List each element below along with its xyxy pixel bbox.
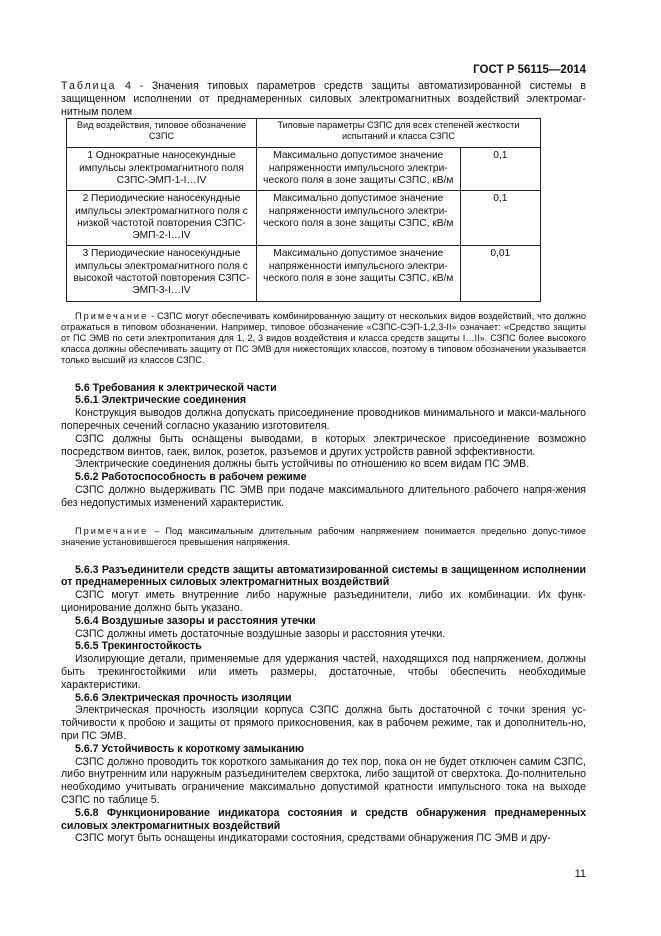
table-cell-type: 2 Периодические наносекундные импульсы электромагнитного поля с низкой частотой повторения СЗПС-ЭМП-2-I…IV [67,191,257,246]
section-5-6-4-title: 5.6.4 Воздушные зазоры и расстояния утечки [75,614,316,627]
paragraph: СЗПС могут иметь внутренние либо наружные разъединители, либо их комбинации. Их функ-ционирование должно быть указано. [61,589,586,615]
paragraph: СЗПС могут быть оснащены индикаторами состояния, средствами обнаружения ПС ЭМВ и дру- [75,832,551,845]
section-note [61,526,586,548]
section-5-6-6-title: 5.6.6 Электрическая прочность изоляции [75,691,292,704]
section-5-6-7-title: 5.6.7 Устойчивость к короткому замыканию [75,742,305,755]
page-number: 11 [574,868,586,880]
note-label: Примечание [75,525,149,536]
table-cell-value: 0,1 [460,148,540,191]
paragraph: Электрическая прочность изоляции корпуса СЗПС должна быть достаточной с точки зрения ус-тойчивости к пробою и защиты от прямого прикосновения, как в рабочем режиме, так и дополнитель-но, при ПС ЭМВ. [61,704,586,742]
note-text: - СЗПС могут обеспечивать комбинированную защиту от нескольких видов воздействий, что должно отражаться в типовом обозначении. Например, типовое обозначение «СЗПС-СЭП-1,2,3-II» означает: «Средство защиты от ПС ЭМВ по сети электропитания для 1, 2, 3 видов воздействия и класса средств защиты I…II». СЗПС более высокого класса должны обеспечивать защиту от ПС ЭМВ для нижестоящих классов, поэтому в типовом обозначении указывается только высший из классов СЗПС. [61,310,586,365]
paragraph: Конструкция выводов должна допускать присоединение проводников минимального и макси-мального поперечных сечений согласно указанию изготовителя. [61,407,586,433]
document-header: ГОСТ Р 56115—2014 [473,64,586,76]
note-text: – Под максимальным длительным рабочим напряжением понимается предельно допус-тимое значение установившегося превышения напряжения. [61,525,586,547]
paragraph: Изолирующие детали, применяемые для удержания частей, находящихся под напряжением, должны быть трекингостойкими или иметь размеры, достаточные, чтобы обеспечить необходимые характеристики. [61,653,586,691]
parameters-table [66,118,541,301]
table-cell-type: 1 Однократные наносекундные импульсы электромагнитного поля СЗПС-ЭМП-1-I…IV [67,148,257,191]
note-label: Примечание [75,310,149,321]
section-5-6-3-title: 5.6.3 Разъединители средств защиты автоматизированной системы в защищенном исполнении от преднамеренных силовых электромагнитных воздействий [61,563,586,589]
paragraph: СЗПС должно проводить ток короткого замыкания до тех пор, пока он не будет отключен самим СЗПС, либо внутренним или наружным разъединителем сверхтока, либо защитой от сверхтока. До-полнительно необходимо учитывать ограничение максимально допустимой кратности импульсного тока на выходе СЗПС по таблице 5. [61,755,586,806]
section-5-6-8-title: 5.6.8 Функционирование индикатора состояния и средств обнаружения преднамеренных силовых электромагнитных воздействий [61,806,586,832]
table-cell-param: Максимально допустимое значение напряженности импульсного электри-ческого поля в зоне защиты СЗПС, кВ/м [256,191,460,246]
table-cell-param: Максимально допустимое значение напряженности импульсного электри-ческого поля в зоне защиты СЗПС, кВ/м [256,148,460,191]
table-col1-header: Вид воздействия, типовое обозначение СЗПС [67,119,257,148]
table-row [67,246,541,301]
paragraph: СЗПС должно выдерживать ПС ЭМВ при подаче максимального длительного рабочего напря-жения без недопустимых изменений характеристик. [61,484,586,509]
table-cell-value: 0,01 [460,246,540,301]
table-caption-text: 4 - Значения типовых параметров средств защиты автоматизированной системы в защищенном исполнении от преднамеренных силовых электромагнитных воздействий электромаг-нитным полем [61,80,586,118]
section-5-6-5-title: 5.6.5 Трекингостойкость [75,640,202,653]
table-row [67,191,541,246]
paragraph: СЗПС должны быть оснащены выводами, в которых электрическое присоединение возможно посредством винтов, гаек, вилок, розеток, разъемов и других устройств равной эффективности. [61,432,586,458]
table-row [67,148,541,191]
section-5-6-1-title: 5.6.1 Электрические соединения [75,394,247,407]
paragraph: СЗПС должны иметь достаточные воздушные зазоры и расстояния утечки. [75,627,446,640]
section-5-6-2-title: 5.6.2 Работоспособность в рабочем режиме [75,471,307,484]
table-note [61,311,586,366]
page-content [61,80,586,845]
table-cell-value: 0,1 [460,191,540,246]
table-header-row [67,119,541,148]
table-cell-param: Максимально допустимое значение напряженности импульсного электри-ческого поля в зоне защиты СЗПС, кВ/м [256,246,460,301]
paragraph: Электрические соединения должны быть устойчивы по отношению ко всем видам ПС ЭМВ. [75,458,530,471]
table-caption-label: Таблица [61,80,117,92]
table-cell-type: 3 Периодические наносекундные импульсы электромагнитного поля с высокой частотой повторения СЗПС-ЭМП-3-I…IV [67,246,257,301]
section-5-6-title: 5.6 Требования к электрической части [75,381,277,394]
table-col2-header: Типовые параметры СЗПС для всех степеней жесткости испытаний и класса СЗПС [256,119,540,148]
table-caption [61,80,586,118]
